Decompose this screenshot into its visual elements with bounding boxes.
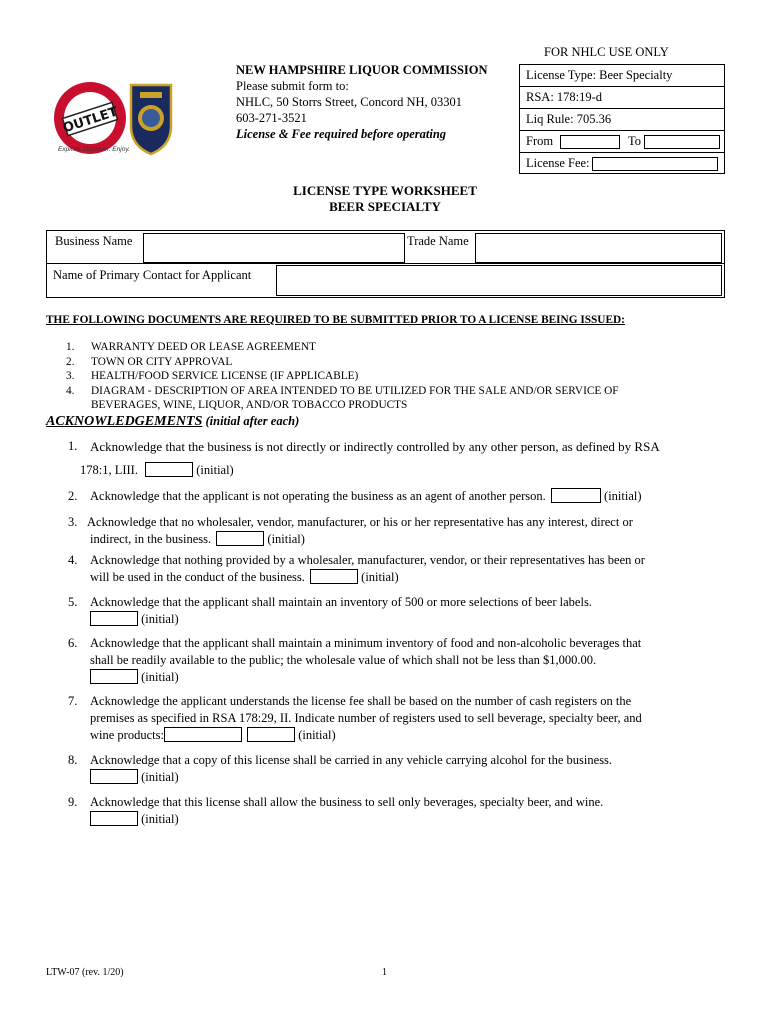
ack-text-cont: wine products: — [90, 728, 164, 742]
ack-number: 6. — [68, 636, 78, 650]
ack-text: Acknowledge that the applicant is not operating the business as an agent of another person. — [90, 489, 546, 503]
primary-contact-label: Name of Primary Contact for Applicant — [53, 268, 252, 282]
list-number: 3. — [66, 370, 75, 383]
svg-text:OUTLET: OUTLET — [61, 104, 120, 137]
worksheet-title — [0, 183, 770, 215]
initial-field[interactable] — [90, 769, 138, 784]
initial-label: (initial) — [141, 770, 179, 784]
date-range-row — [520, 131, 724, 153]
nhlc-use-only-box — [519, 64, 725, 174]
license-type: License Type: Beer Specialty — [520, 65, 724, 87]
trade-name-label: Trade Name — [407, 234, 469, 248]
business-name-row — [47, 231, 724, 264]
ack-number: 5. — [68, 595, 78, 609]
ack-text: Acknowledge that a copy of this license shall be carried in any vehicle carrying alcohol for the business. — [90, 753, 613, 767]
initial-label: (initial) — [267, 532, 305, 546]
acknowledgement-2 — [68, 488, 728, 508]
form-revision: LTW-07 (rev. 1/20) — [46, 967, 124, 978]
acknowledgement-8 — [68, 752, 728, 788]
rsa-reference: RSA: 178:19-d — [520, 87, 724, 109]
list-text: TOWN OR CITY APPROVAL — [91, 355, 233, 368]
ack-text: Acknowledge that the applicant shall maintain an inventory of 500 or more selections of beer labels. — [90, 595, 592, 609]
logo-tagline: Explore. Discover. Enjoy. — [58, 146, 130, 153]
ack-number: 9. — [68, 795, 78, 809]
acknowledgement-4 — [68, 552, 728, 588]
acknowledgement-6 — [68, 635, 728, 689]
acknowledgement-5 — [68, 594, 728, 630]
license-fee-field[interactable] — [592, 157, 718, 171]
acknowledgement-9 — [68, 794, 728, 830]
list-item — [66, 355, 671, 370]
state-seal-logo — [128, 82, 174, 156]
initial-label: (initial) — [141, 612, 179, 626]
ack-text-cont: will be used in the conduct of the business. — [90, 570, 305, 584]
initial-field[interactable] — [145, 462, 193, 477]
business-info-table — [46, 230, 725, 298]
outlet-logo — [52, 80, 128, 156]
initial-label: (initial) — [298, 728, 336, 742]
ack-text: Acknowledge that the applicant shall maintain a minimum inventory of food and non-alcoholic beverages that — [90, 636, 642, 650]
business-name-field[interactable] — [143, 233, 405, 263]
initial-field[interactable] — [551, 488, 601, 503]
acknowledgements-heading — [46, 414, 299, 430]
initial-field[interactable] — [90, 669, 138, 684]
list-number: 2. — [66, 355, 75, 368]
ack-number: 1. — [68, 439, 78, 453]
ack-text: Acknowledge that this license shall allow the business to sell only beverages, specialty beer, and wine. — [90, 795, 604, 809]
phone-number: 603-271-3521 — [236, 111, 307, 125]
primary-contact-field[interactable] — [276, 265, 722, 296]
initial-field[interactable] — [216, 531, 264, 546]
address-line: NHLC, 50 Storrs Street, Concord NH, 03301 — [236, 95, 463, 109]
ack-text: Acknowledge the applicant understands the license fee shall be based on the number of cash registers on the — [90, 694, 632, 708]
acknowledgements-subtitle: (initial after each) — [202, 414, 300, 428]
list-number: 1. — [66, 341, 75, 353]
ack-text: Acknowledge that no wholesaler, vendor, manufacturer, or his or her representative has any interest, direct or — [87, 515, 633, 529]
requirement-note: License & Fee required before operating — [236, 127, 447, 141]
trade-name-field[interactable] — [475, 233, 722, 263]
title-line-1: LICENSE TYPE WORKSHEET — [293, 183, 477, 198]
submission-address — [236, 62, 488, 142]
to-label: To — [628, 134, 642, 148]
initial-field[interactable] — [310, 569, 358, 584]
initial-field[interactable] — [90, 811, 138, 826]
ack-text: Acknowledge that the business is not directly or indirectly controlled by any other person, as defined by RSA — [90, 439, 660, 454]
ack-text-cont: indirect, in the business. — [90, 532, 212, 546]
nhlc-use-only-title: FOR NHLC USE ONLY — [544, 45, 669, 59]
from-label: From — [526, 134, 554, 148]
ack-number: 7. — [68, 694, 78, 708]
license-fee-row — [520, 153, 724, 174]
initial-label: (initial) — [361, 570, 399, 584]
business-name-label: Business Name — [55, 234, 133, 248]
from-field[interactable] — [560, 135, 620, 149]
list-item — [66, 384, 671, 413]
ack-text-cont: shall be readily available to the public; the wholesale value of which shall not be less than $1,000.00. — [90, 653, 597, 667]
list-item — [66, 340, 671, 355]
initial-label: (initial) — [196, 463, 234, 477]
ack-number: 2. — [68, 489, 78, 503]
ack-number: 3. — [68, 515, 78, 529]
required-documents-list — [66, 340, 671, 413]
page-number: 1 — [382, 967, 387, 978]
ack-number: 4. — [68, 553, 78, 567]
acknowledgement-3 — [68, 514, 728, 550]
initial-label: (initial) — [141, 670, 179, 684]
ack-number: 8. — [68, 753, 78, 767]
registers-count-field[interactable] — [164, 727, 242, 742]
list-text: DIAGRAM - DESCRIPTION OF AREA INTENDED TO BE UTILIZED FOR THE SALE AND/OR SERVICE OF BEVERAGES, WINE, LIQUOR, AND/OR TOBACCO PRODUCTS — [91, 384, 619, 412]
acknowledgement-7 — [68, 693, 728, 747]
license-fee-label: License Fee: — [526, 156, 590, 170]
initial-field[interactable] — [247, 727, 295, 742]
list-text: WARRANTY DEED OR LEASE AGREEMENT — [91, 341, 316, 353]
acknowledgement-1 — [68, 438, 728, 482]
initial-field[interactable] — [90, 611, 138, 626]
acknowledgements-title: ACKNOWLEDGEMENTS — [46, 414, 203, 429]
title-line-2: BEER SPECIALTY — [329, 199, 441, 214]
submit-instruction: Please submit form to: — [236, 79, 349, 93]
list-text: HEALTH/FOOD SERVICE LICENSE (IF APPLICABLE) — [91, 370, 359, 383]
list-number: 4. — [66, 384, 75, 397]
list-item — [66, 369, 671, 384]
ack-text-cont: 178:1, LIII. — [80, 463, 138, 477]
required-documents-heading: THE FOLLOWING DOCUMENTS ARE REQUIRED TO BE SUBMITTED PRIOR TO A LICENSE BEING ISSUED: — [46, 314, 625, 326]
initial-label: (initial) — [141, 812, 179, 826]
ack-text: Acknowledge that nothing provided by a wholesaler, manufacturer, vendor, or their representatives has been or — [90, 553, 645, 567]
initial-label: (initial) — [604, 489, 642, 503]
org-name: NEW HAMPSHIRE LIQUOR COMMISSION — [236, 63, 488, 77]
to-field[interactable] — [644, 135, 720, 149]
ack-text-cont: premises as specified in RSA 178:29, II. Indicate number of registers used to sell beverage, specialty beer, and — [90, 711, 642, 725]
liq-rule: Liq Rule: 705.36 — [520, 109, 724, 131]
